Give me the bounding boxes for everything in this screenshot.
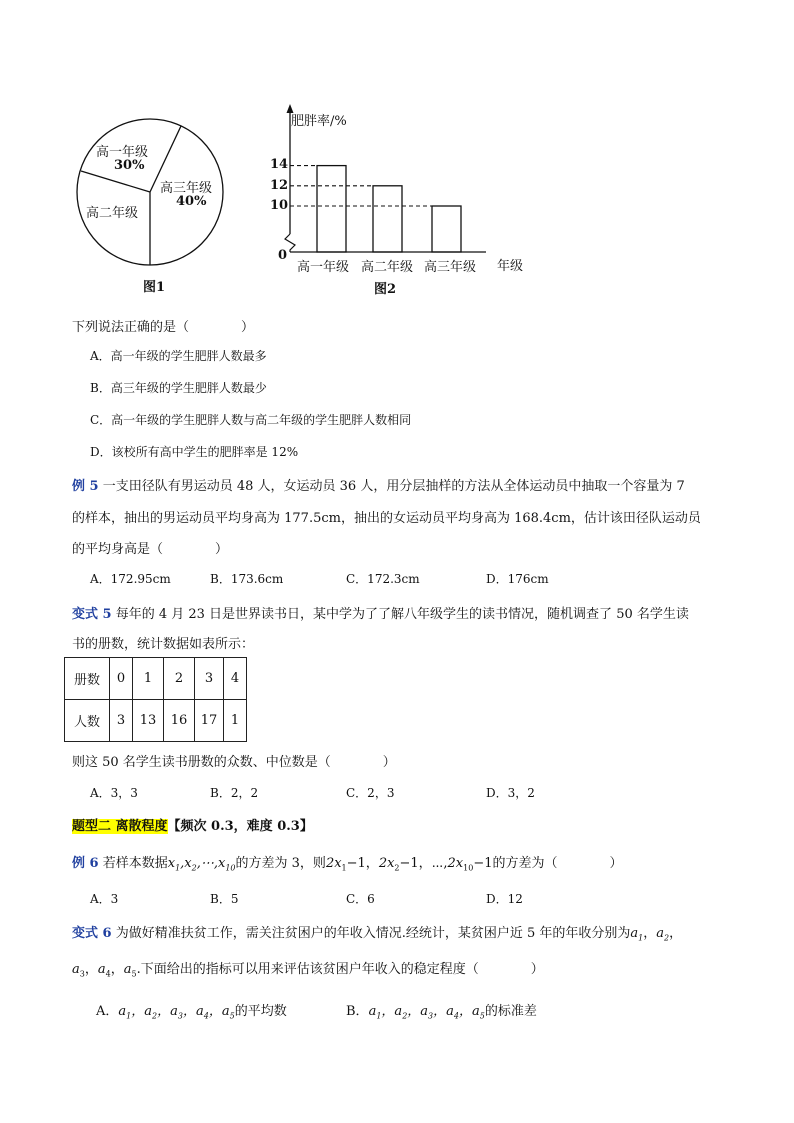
ex5-option-b: B．173.6cm	[210, 572, 284, 586]
var6-label: 变式 6	[72, 926, 112, 941]
var6-text-1: 为做好精准扶贫工作，需关注贫困户的年收入情况.经统计，某贫困户近 5 年的年收分别为	[115, 926, 631, 941]
var5-option-a: A．3，3	[90, 786, 138, 800]
var6-line1: 变式 6 为做好精准扶贫工作，需关注贫困户的年收入情况.经统计，某贫困户近 5 年的年收分别为$a_1$，$a_2$，	[72, 926, 683, 943]
var6-line2	[72, 958, 544, 979]
table-cell: 0	[110, 658, 133, 700]
x-category-label-3: 高三年级	[424, 260, 477, 275]
pie-divider-2	[81, 171, 150, 192]
table-cell: 3	[110, 700, 133, 742]
table-cell: 13	[133, 700, 164, 742]
ex5-line2: 的样本，抽出的男运动员平均身高为 177.5cm，抽出的女运动员平均身高为 168.4cm，估计该田径队运动员	[72, 511, 701, 526]
table-cell: 1	[224, 700, 247, 742]
ex6-line	[72, 852, 623, 873]
var6-a3-a5-formula: $a_3$，$a_4$，$a_5$	[72, 962, 137, 979]
var5-option-b: B．2，2	[210, 786, 259, 800]
table-row	[65, 700, 247, 742]
q4-option-a: A．高一年级的学生肥胖人数最多	[90, 349, 267, 363]
ex6-option-d: D．12	[486, 892, 523, 906]
var6-option-a: A．$a_1$，$a_2$，$a_3$，$a_4$，$a_5$的平均数	[96, 1004, 287, 1021]
var6-option-b: B．$a_1$，$a_2$，$a_3$，$a_4$，$a_5$的标准差	[346, 1004, 537, 1021]
table-head-cell: 人数	[65, 700, 110, 742]
table-cell: 16	[164, 700, 195, 742]
x-axis-label: 年级	[497, 259, 524, 274]
var5-question: 则这 50 名学生读书册数的众数、中位数是（ ）	[72, 755, 396, 770]
table-cell: 2	[164, 658, 195, 700]
q4-option-c: C．高一年级的学生肥胖人数与高二年级的学生肥胖人数相同	[90, 413, 412, 427]
ex6-option-a: A．3	[90, 892, 119, 906]
q4-stem: 下列说法正确的是（ ）	[72, 320, 255, 335]
tick-label-14: 14	[270, 157, 289, 172]
section-meta: 【频次 0.3，难度 0.3】	[167, 819, 313, 834]
var6-option-a-formula: $a_1$，$a_2$，$a_3$，$a_4$，$a_5$	[118, 1004, 235, 1021]
ex6-prefix: 若样本数据	[102, 856, 168, 871]
fig2-caption: 图2	[374, 282, 397, 297]
x-category-label-2: 高二年级	[361, 260, 414, 275]
table-cell: 17	[195, 700, 224, 742]
pie-pct-grade3: 40%	[176, 194, 207, 209]
pie-chart-figure	[70, 105, 240, 295]
ex5-option-d: D．176cm	[486, 572, 549, 586]
var6-option-b-formula: $a_1$，$a_2$，$a_3$，$a_4$，$a_5$	[368, 1004, 485, 1021]
q4-option-d: D．该校所有高中学生的肥胖率是 12%	[90, 445, 299, 459]
pie-pct-grade1: 30%	[114, 158, 145, 173]
var5-line2: 书的册数，统计数据如表所示：	[72, 637, 255, 652]
var6-option-a-text: 的平均数	[234, 1004, 287, 1019]
var5-option-c: C．2，3	[346, 786, 395, 800]
tick-label-12: 12	[270, 178, 289, 193]
table-cell: 1	[133, 658, 164, 700]
ex5-label: 例 5	[72, 479, 99, 494]
pie-label-grade2: 高二年级	[86, 206, 139, 221]
y-axis-label: 肥胖率/%	[291, 114, 347, 129]
table-cell: 3	[195, 658, 224, 700]
table-cell: 4	[224, 658, 247, 700]
var5-label: 变式 5	[72, 607, 112, 622]
var6-a1-a2-formula: $a_1$	[630, 926, 644, 943]
tick-label-10: 10	[270, 198, 289, 213]
pie-label-grade3: 高三年级	[160, 181, 213, 196]
section-title: 题型二 离散程度	[72, 819, 168, 834]
bar-2	[373, 186, 402, 252]
var6-option-b-text: 的标准差	[484, 1004, 537, 1019]
fig1-caption: 图1	[143, 280, 166, 295]
ex6-transform-formula: $2x_1-1$，$2x_2-1$，$\cdots,2x_{10}-1$	[325, 856, 493, 873]
x-category-label-1: 高一年级	[297, 260, 350, 275]
var5-line1	[72, 603, 689, 622]
tick-label-0: 0	[278, 248, 288, 263]
ex6-option-b: B．5	[210, 892, 239, 906]
ex6-mid: 的方差为 3，则	[235, 856, 326, 871]
q4-option-b: B．高三年级的学生肥胖人数最少	[90, 381, 267, 395]
section-heading	[72, 815, 313, 834]
ex5-line3: 的平均身高是（ ）	[72, 542, 229, 557]
table-row	[65, 658, 247, 700]
ex6-sample-formula: $x_1,x_2,\cdots,x_{10}$	[167, 856, 236, 873]
ex5-text-1: 一支田径队有男运动员 48 人，女运动员 36 人，用分层抽样的方法从全体运动员中抽取一个容量为 7	[102, 479, 685, 494]
var5-text-1: 每年的 4 月 23 日是世界读书日，某中学为了了解八年级学生的读书情况，随机调查了 50 名学生读	[115, 607, 689, 622]
bar-1	[317, 166, 346, 252]
ex6-option-c: C．6	[346, 892, 375, 906]
var6-line2-text: .下面给出的指标可以用来评估该贫困户年收入的稳定程度（ ）	[136, 962, 544, 977]
ex5-line1	[72, 475, 685, 494]
ex6-suffix: 的方差为（ ）	[492, 856, 623, 871]
table-head-cell: 册数	[65, 658, 110, 700]
ex6-label: 例 6	[72, 856, 99, 871]
book-count-table	[64, 657, 247, 742]
ex5-option-c: C．172.3cm	[346, 572, 420, 586]
pie-label-grade1: 高一年级	[96, 145, 149, 160]
ex5-option-a: A．172.95cm	[90, 572, 171, 586]
bar-3	[432, 206, 461, 252]
var5-option-d: D．3，2	[486, 786, 535, 800]
